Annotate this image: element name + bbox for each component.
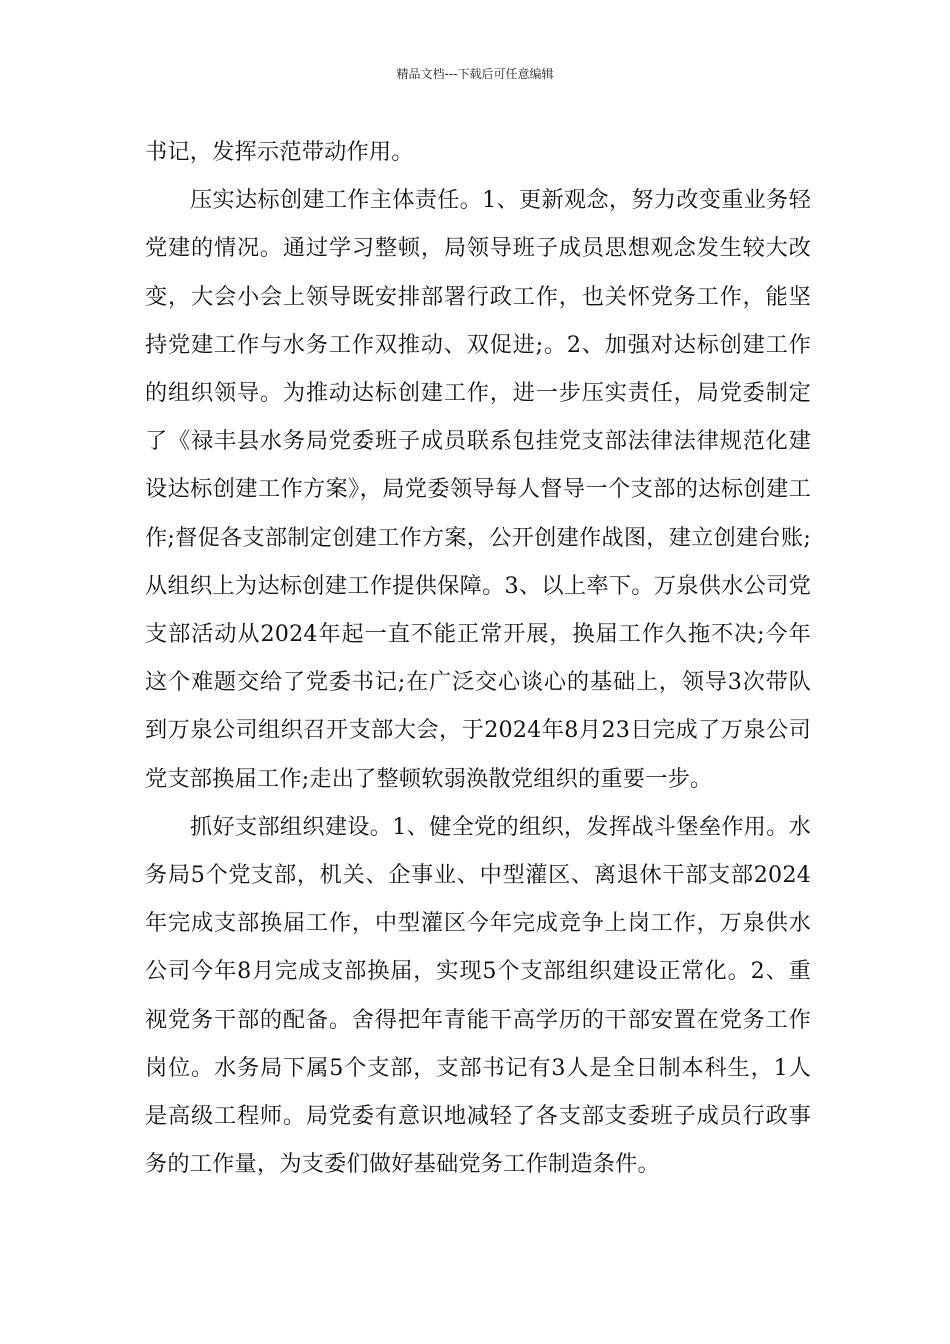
document-body bbox=[145, 128, 811, 1188]
page-header: 精品文档---下载后可任意编辑 bbox=[396, 67, 554, 81]
paragraph-branch-organization: 抓好支部组织建设。1、健全党的组织，发挥战斗堡垒作用。水务局5个党支部，机关、企事业、中型灌区、离退休干部支部2024年完成支部换届工作，中型灌区今年完成竞争上岗工作，万泉供水公司今年8月完成支部换届，实现5个支部组织建设正常化。2、重视党务干部的配备。舍得把年青能干高学历的干部安置在党务工作岗位。水务局下属5个支部，支部书记有3人是全日制本科生，1人是高级工程师。局党委有意识地减轻了各支部支委班子成员行政事务的工作量，为支委们做好基础党务工作制造条件。 bbox=[145, 813, 811, 1178]
paragraph-continuation: 书记，发挥示范带动作用。 bbox=[145, 139, 414, 165]
paragraph-responsibility: 压实达标创建工作主体责任。1、更新观念，努力改变重业务轻党建的情况。通过学习整顿，局领导班子成员思想观念发生较大改变，大会小会上领导既安排部署行政工作，也关怀党务工作，能坚持党建工作与水务工作双推动、双促进;。2、加强对达标创建工作的组织领导。为推动达标创建工作，进一步压实责任，局党委制定了《禄丰县水务局党委班子成员联系包挂党支部法律法律规范化建设达标创建工作方案》，局党委领导每人督导一个支部的达标创建工作;督促各支部制定创建工作方案，公开创建作战图，建立创建台账;从组织上为达标创建工作提供保障。3、以上率下。万泉供水公司党支部活动从2024年起一直不能正常开展，换届工作久拖不决;今年这个难题交给了党委书记;在广泛交心谈心的基础上，领导3次带队到万泉公司组织召开支部大会，于2024年8月23日完成了万泉公司党支部换届工作;走出了整顿软弱涣散党组织的重要一步。 bbox=[145, 187, 811, 792]
